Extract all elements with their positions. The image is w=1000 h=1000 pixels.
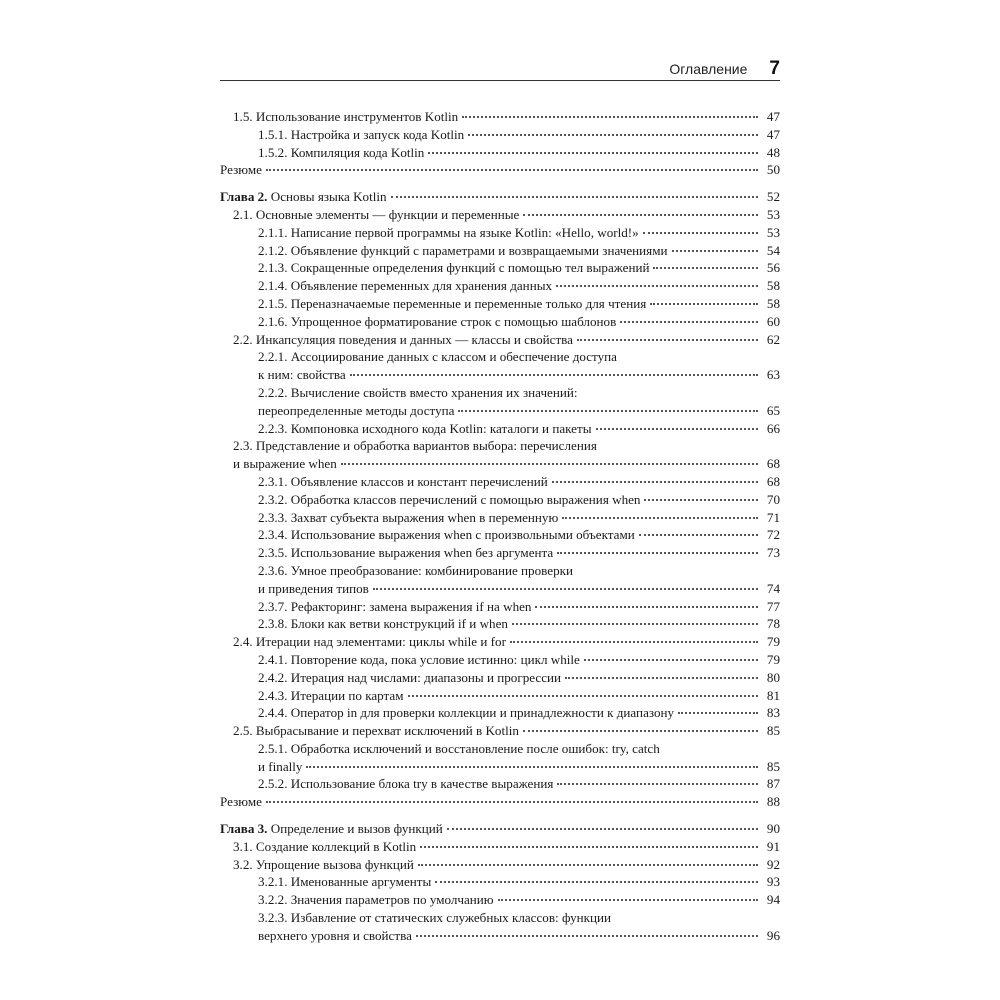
dot-leader [266, 168, 758, 171]
toc-entry-title [220, 793, 262, 811]
dot-leader [565, 676, 758, 679]
toc-line [258, 615, 780, 633]
toc-page-number: 90 [766, 821, 780, 837]
toc-line [233, 437, 780, 455]
toc-line [220, 820, 780, 838]
toc-line [233, 206, 780, 224]
dot-leader [653, 266, 758, 269]
toc-line [258, 562, 780, 580]
toc-entry-title [258, 775, 553, 793]
toc-page-number: 87 [766, 776, 780, 792]
toc-entry-title [258, 242, 668, 260]
toc-page-number: 71 [766, 509, 780, 525]
toc-entry [220, 348, 780, 384]
toc-line [220, 188, 780, 206]
toc-entry-text: 2.1.3. Сокращенные определения функций с помощью тел выражений [258, 260, 650, 276]
toc-line [258, 598, 780, 616]
toc-line [233, 856, 780, 874]
toc-entry-title [220, 820, 443, 838]
dot-leader [523, 213, 758, 216]
toc-line-continuation [258, 366, 780, 384]
toc-entry-title [258, 544, 553, 562]
toc-entry-title [258, 420, 592, 438]
toc-entry-text: 2.4. Итерации над элементами: циклы while и for [233, 634, 506, 650]
toc-page-number: 74 [766, 580, 780, 596]
dot-leader [266, 800, 758, 803]
toc-line-continuation [233, 455, 780, 473]
dot-leader [512, 622, 758, 625]
toc-page-number: 66 [766, 420, 780, 436]
toc-entry-title [258, 295, 646, 313]
toc-entry [220, 562, 780, 598]
dot-leader [644, 498, 758, 501]
toc-entry-title [258, 669, 561, 687]
toc-line [258, 509, 780, 527]
toc-entry-title [258, 562, 573, 580]
running-title: Оглавление [669, 61, 748, 77]
toc-entry-text: 2.3.8. Блоки как ветви конструкций if и when [258, 616, 508, 632]
toc-entry [220, 856, 780, 874]
toc-entry-text: Резюме [220, 794, 262, 810]
toc-page-number: 80 [766, 669, 780, 685]
toc-entry-title [258, 651, 580, 669]
toc-line-continuation [258, 927, 780, 945]
dot-leader [350, 373, 758, 376]
toc-entry [220, 295, 780, 313]
toc-entry-text: Основы языка Kotlin [270, 189, 387, 205]
toc-line-continuation [258, 580, 780, 598]
toc-entry [220, 144, 780, 162]
toc-page-number: 56 [766, 260, 780, 276]
toc-page-number: 79 [766, 651, 780, 667]
toc-entry [220, 420, 780, 438]
toc-entry-text: 1.5.1. Настройка и запуск кода Kotlin [258, 126, 465, 142]
toc-page-number: 78 [766, 616, 780, 632]
toc-page-number: 73 [766, 545, 780, 561]
toc-page-number: 54 [766, 242, 780, 258]
toc-entry-text: 2.3.5. Использование выражения when без аргумента [258, 545, 554, 561]
toc-entry [220, 509, 780, 527]
toc-entry-text: 2.2.2. Вычисление свойств вместо хранения их значений: [258, 384, 578, 400]
toc-line [258, 544, 780, 562]
dot-leader [557, 551, 758, 554]
toc-entry-continuation: и finally [258, 758, 303, 774]
toc-page-number: 65 [766, 402, 780, 418]
toc-page-number: 50 [766, 162, 780, 178]
dot-leader [306, 765, 758, 768]
toc-entry [220, 704, 780, 722]
toc-entry-text: 1.5. Использование инструментов Kotlin [233, 109, 459, 124]
dot-leader [462, 115, 758, 118]
toc-entry [220, 437, 780, 473]
toc-entry-title [258, 615, 508, 633]
toc-page-number: 58 [766, 295, 780, 311]
toc-entry-title [258, 873, 431, 891]
toc-entry-continuation: и приведения типов [258, 580, 369, 596]
toc-page-number: 79 [766, 634, 780, 650]
toc-entry [220, 384, 780, 420]
toc-entry-text: 2.3.3. Захват субъекта выражения when в переменную [258, 509, 559, 525]
toc-entry-text: 2.1. Основные элементы — функции и переменные [233, 206, 520, 222]
toc-entry-title [258, 509, 558, 527]
toc-entry-title [233, 437, 597, 455]
toc-page-number: 72 [766, 527, 780, 543]
dot-leader [435, 880, 758, 883]
toc-page-number: 70 [766, 491, 780, 507]
toc-entry-text: 2.1.4. Объявление переменных для хранения данных [258, 278, 553, 294]
toc-entry-text: 2.5.2. Использование блока try в качестве выражения [258, 776, 554, 792]
toc-entry-title [258, 909, 611, 927]
toc-entry [220, 188, 780, 206]
toc-line-continuation [258, 402, 780, 420]
toc-line [258, 687, 780, 705]
dot-leader [584, 658, 758, 661]
toc-page-number: 92 [766, 856, 780, 872]
toc-entry [220, 598, 780, 616]
header-rule [220, 80, 780, 81]
toc-entry-text: Определение и вызов функций [270, 821, 443, 837]
toc-entry [220, 161, 780, 179]
toc-line [233, 633, 780, 651]
toc-page-number: 91 [766, 838, 780, 854]
toc-page-number: 94 [766, 892, 780, 908]
toc-entry [220, 615, 780, 633]
dot-leader [678, 711, 758, 714]
toc-entry-title [233, 856, 414, 874]
toc-entry-text: 2.1.6. Упрощенное форматирование строк с помощью шаблонов [258, 313, 617, 329]
toc-entry [220, 126, 780, 144]
toc-line [258, 242, 780, 260]
toc-line [220, 161, 780, 179]
dot-leader [416, 934, 758, 937]
toc-line [258, 775, 780, 793]
toc-line [233, 331, 780, 349]
toc-entry [220, 687, 780, 705]
toc-entry-text: Резюме [220, 162, 262, 178]
toc-page-number: 48 [766, 144, 780, 160]
toc-entry-continuation: к ним: свойства [258, 367, 346, 383]
toc-entry [220, 259, 780, 277]
toc-entry-text: 2.3. Представление и обработка вариантов выбора: перечисления [233, 438, 597, 454]
toc-entry [220, 669, 780, 687]
page-number: 7 [769, 58, 780, 79]
dot-leader [498, 898, 758, 901]
dot-leader [650, 302, 758, 305]
chapter-label: Глава 3. [220, 821, 268, 837]
toc-entry-continuation: переопределенные методы доступа [258, 402, 455, 418]
toc-line [233, 722, 780, 740]
toc-entry [220, 909, 780, 945]
toc-line [258, 873, 780, 891]
table-of-contents [220, 108, 780, 945]
toc-entry-text: 2.3.2. Обработка классов перечислений с помощью выражения when [258, 491, 641, 507]
toc-entry [220, 526, 780, 544]
toc-entry-title [258, 144, 424, 162]
toc-entry-title [258, 526, 635, 544]
toc-line [233, 838, 780, 856]
toc-entry-title [258, 259, 649, 277]
toc-entry-text: 2.5.1. Обработка исключений и восстановление после ошибок: try, catch [258, 740, 660, 756]
toc-entry-title [233, 633, 506, 651]
toc-entry-text: 2.1.5. Переназначаемые переменные и переменные только для чтения [258, 295, 647, 311]
toc-entry-text: 2.4.2. Итерация над числами: диапазоны и прогрессии [258, 669, 562, 685]
toc-entry-text: 2.3.6. Умное преобразование: комбинирование проверки [258, 562, 573, 578]
toc-entry [220, 313, 780, 331]
toc-page-number: 81 [766, 687, 780, 703]
toc-page-number: 62 [766, 331, 780, 347]
dot-leader [552, 480, 758, 483]
toc-entry-title [258, 224, 639, 242]
toc-entry [220, 891, 780, 909]
toc-line [258, 313, 780, 331]
toc-entry-title [258, 740, 660, 758]
toc-line [258, 295, 780, 313]
toc-entry-title [233, 838, 416, 856]
dot-leader [510, 640, 758, 643]
toc-entry-title [258, 126, 464, 144]
toc-entry [220, 722, 780, 740]
toc-page-number: 83 [766, 705, 780, 721]
toc-entry [220, 775, 780, 793]
dot-leader [672, 249, 759, 252]
dot-leader [557, 782, 758, 785]
toc-line [258, 224, 780, 242]
toc-entry-text: 2.4.1. Повторение кода, пока условие истинно: цикл while [258, 651, 580, 667]
toc-entry [220, 544, 780, 562]
dot-leader [562, 516, 758, 519]
toc-entry [220, 740, 780, 776]
dot-leader [643, 231, 758, 234]
toc-entry-text: 2.4.3. Итерации по картам [258, 687, 404, 703]
toc-line [258, 891, 780, 909]
toc-line [258, 909, 780, 927]
toc-page-number: 47 [766, 109, 780, 124]
toc-page-number: 58 [766, 278, 780, 294]
dot-leader [523, 729, 758, 732]
dot-leader [391, 195, 758, 198]
toc-entry-text: 2.4.4. Оператор in для проверки коллекции и принадлежности к диапазону [258, 705, 675, 721]
toc-entry-text: 2.3.7. Рефакторинг: замена выражения if на when [258, 598, 532, 614]
toc-page-number: 77 [766, 598, 780, 614]
toc-entry-text: 1.5.2. Компиляция кода Kotlin [258, 144, 425, 160]
dot-leader [620, 320, 758, 323]
toc-page-number: 60 [766, 313, 780, 329]
toc-entry-title [258, 687, 404, 705]
toc-line [258, 259, 780, 277]
toc-entry [220, 224, 780, 242]
toc-page-number: 85 [766, 723, 780, 739]
toc-page-number: 68 [766, 456, 780, 472]
toc-entry [220, 793, 780, 811]
toc-entry-text: 2.1.2. Объявление функций с параметрами и возвращаемыми значениями [258, 242, 668, 258]
toc-entry [220, 473, 780, 491]
toc-entry-title [233, 331, 573, 349]
toc-line [258, 144, 780, 162]
toc-entry-continuation: верхнего уровня и свойства [258, 927, 412, 943]
toc-line [258, 384, 780, 402]
toc-entry-text: 2.3.1. Объявление классов и констант перечислений [258, 473, 548, 489]
toc-page-number: 47 [766, 126, 780, 142]
toc-page-number: 88 [766, 794, 780, 810]
toc-entry [220, 838, 780, 856]
toc-entry [220, 491, 780, 509]
toc-line [233, 108, 780, 126]
dot-leader [373, 587, 758, 590]
toc-line [258, 669, 780, 687]
toc-line [258, 526, 780, 544]
toc-page-number: 53 [766, 206, 780, 222]
dot-leader [468, 133, 758, 136]
toc-entry-title [220, 161, 262, 179]
dot-leader [418, 863, 758, 866]
toc-entry-text: 3.2.1. Именованные аргументы [258, 874, 432, 890]
dot-leader [535, 605, 758, 608]
dot-leader [458, 409, 758, 412]
toc-entry [220, 633, 780, 651]
toc-entry [220, 242, 780, 260]
toc-page-number: 85 [766, 758, 780, 774]
toc-entry-title [258, 313, 616, 331]
toc-entry [220, 277, 780, 295]
toc-page-number: 63 [766, 367, 780, 383]
toc-entry-title [258, 598, 531, 616]
toc-page-number: 93 [766, 874, 780, 890]
toc-entry-title [233, 108, 458, 126]
toc-entry-title [258, 473, 548, 491]
toc-entry-text: 2.3.4. Использование выражения when с произвольными объектами [258, 527, 635, 543]
toc-entry-text: 2.5. Выбрасывание и перехват исключений в Kotlin [233, 723, 519, 739]
toc-entry-title [258, 277, 552, 295]
toc-entry [220, 108, 780, 126]
toc-entry [220, 206, 780, 224]
dot-leader [556, 284, 758, 287]
toc-entry-title [258, 384, 578, 402]
dot-leader [577, 338, 758, 341]
toc-line-continuation [258, 758, 780, 776]
toc-page-number: 68 [766, 473, 780, 489]
toc-entry-title [258, 891, 494, 909]
toc-entry [220, 873, 780, 891]
toc-entry [220, 820, 780, 838]
dot-leader [596, 427, 758, 430]
toc-entry [220, 331, 780, 349]
toc-entry-continuation: и выражение when [233, 456, 337, 472]
toc-line [258, 740, 780, 758]
running-head [220, 58, 780, 80]
toc-line [258, 348, 780, 366]
toc-line [258, 126, 780, 144]
toc-line [258, 420, 780, 438]
toc-line [258, 704, 780, 722]
dot-leader [428, 151, 758, 154]
toc-entry-text: 2.2.1. Ассоциирование данных с классом и обеспечение доступа [258, 349, 617, 365]
dot-leader [408, 694, 758, 697]
toc-line [258, 651, 780, 669]
toc-line [258, 473, 780, 491]
toc-entry-text: 3.2.3. Избавление от статических служебных классов: функции [258, 910, 612, 926]
dot-leader [639, 533, 758, 536]
toc-line [258, 277, 780, 295]
dot-leader [341, 462, 758, 465]
toc-entry-title [258, 491, 640, 509]
toc-entry-text: 2.2.3. Компоновка исходного кода Kotlin: каталоги и пакеты [258, 420, 592, 436]
toc-entry-title [233, 722, 519, 740]
chapter-label: Глава 2. [220, 189, 268, 205]
toc-entry-text: 2.1.1. Написание первой программы на языке Kotlin: «Hello, world!» [258, 224, 639, 240]
toc-page-number: 96 [766, 927, 780, 943]
toc-entry [220, 651, 780, 669]
toc-entry-text: 3.1. Создание коллекций в Kotlin [233, 838, 417, 854]
toc-line [258, 491, 780, 509]
toc-entry-text: 2.2. Инкапсуляция поведения и данных — классы и свойства [233, 331, 573, 347]
dot-leader [447, 827, 758, 830]
toc-entry-text: 3.2. Упрощение вызова функций [233, 856, 414, 872]
toc-entry-title [258, 348, 617, 366]
dot-leader [420, 845, 758, 848]
toc-entry-text: 3.2.2. Значения параметров по умолчанию [258, 892, 494, 908]
toc-page-number: 52 [766, 189, 780, 205]
toc-page-number: 53 [766, 224, 780, 240]
toc-entry-title [258, 704, 674, 722]
toc-entry-title [220, 188, 387, 206]
toc-entry-title [233, 206, 519, 224]
toc-line [220, 793, 780, 811]
